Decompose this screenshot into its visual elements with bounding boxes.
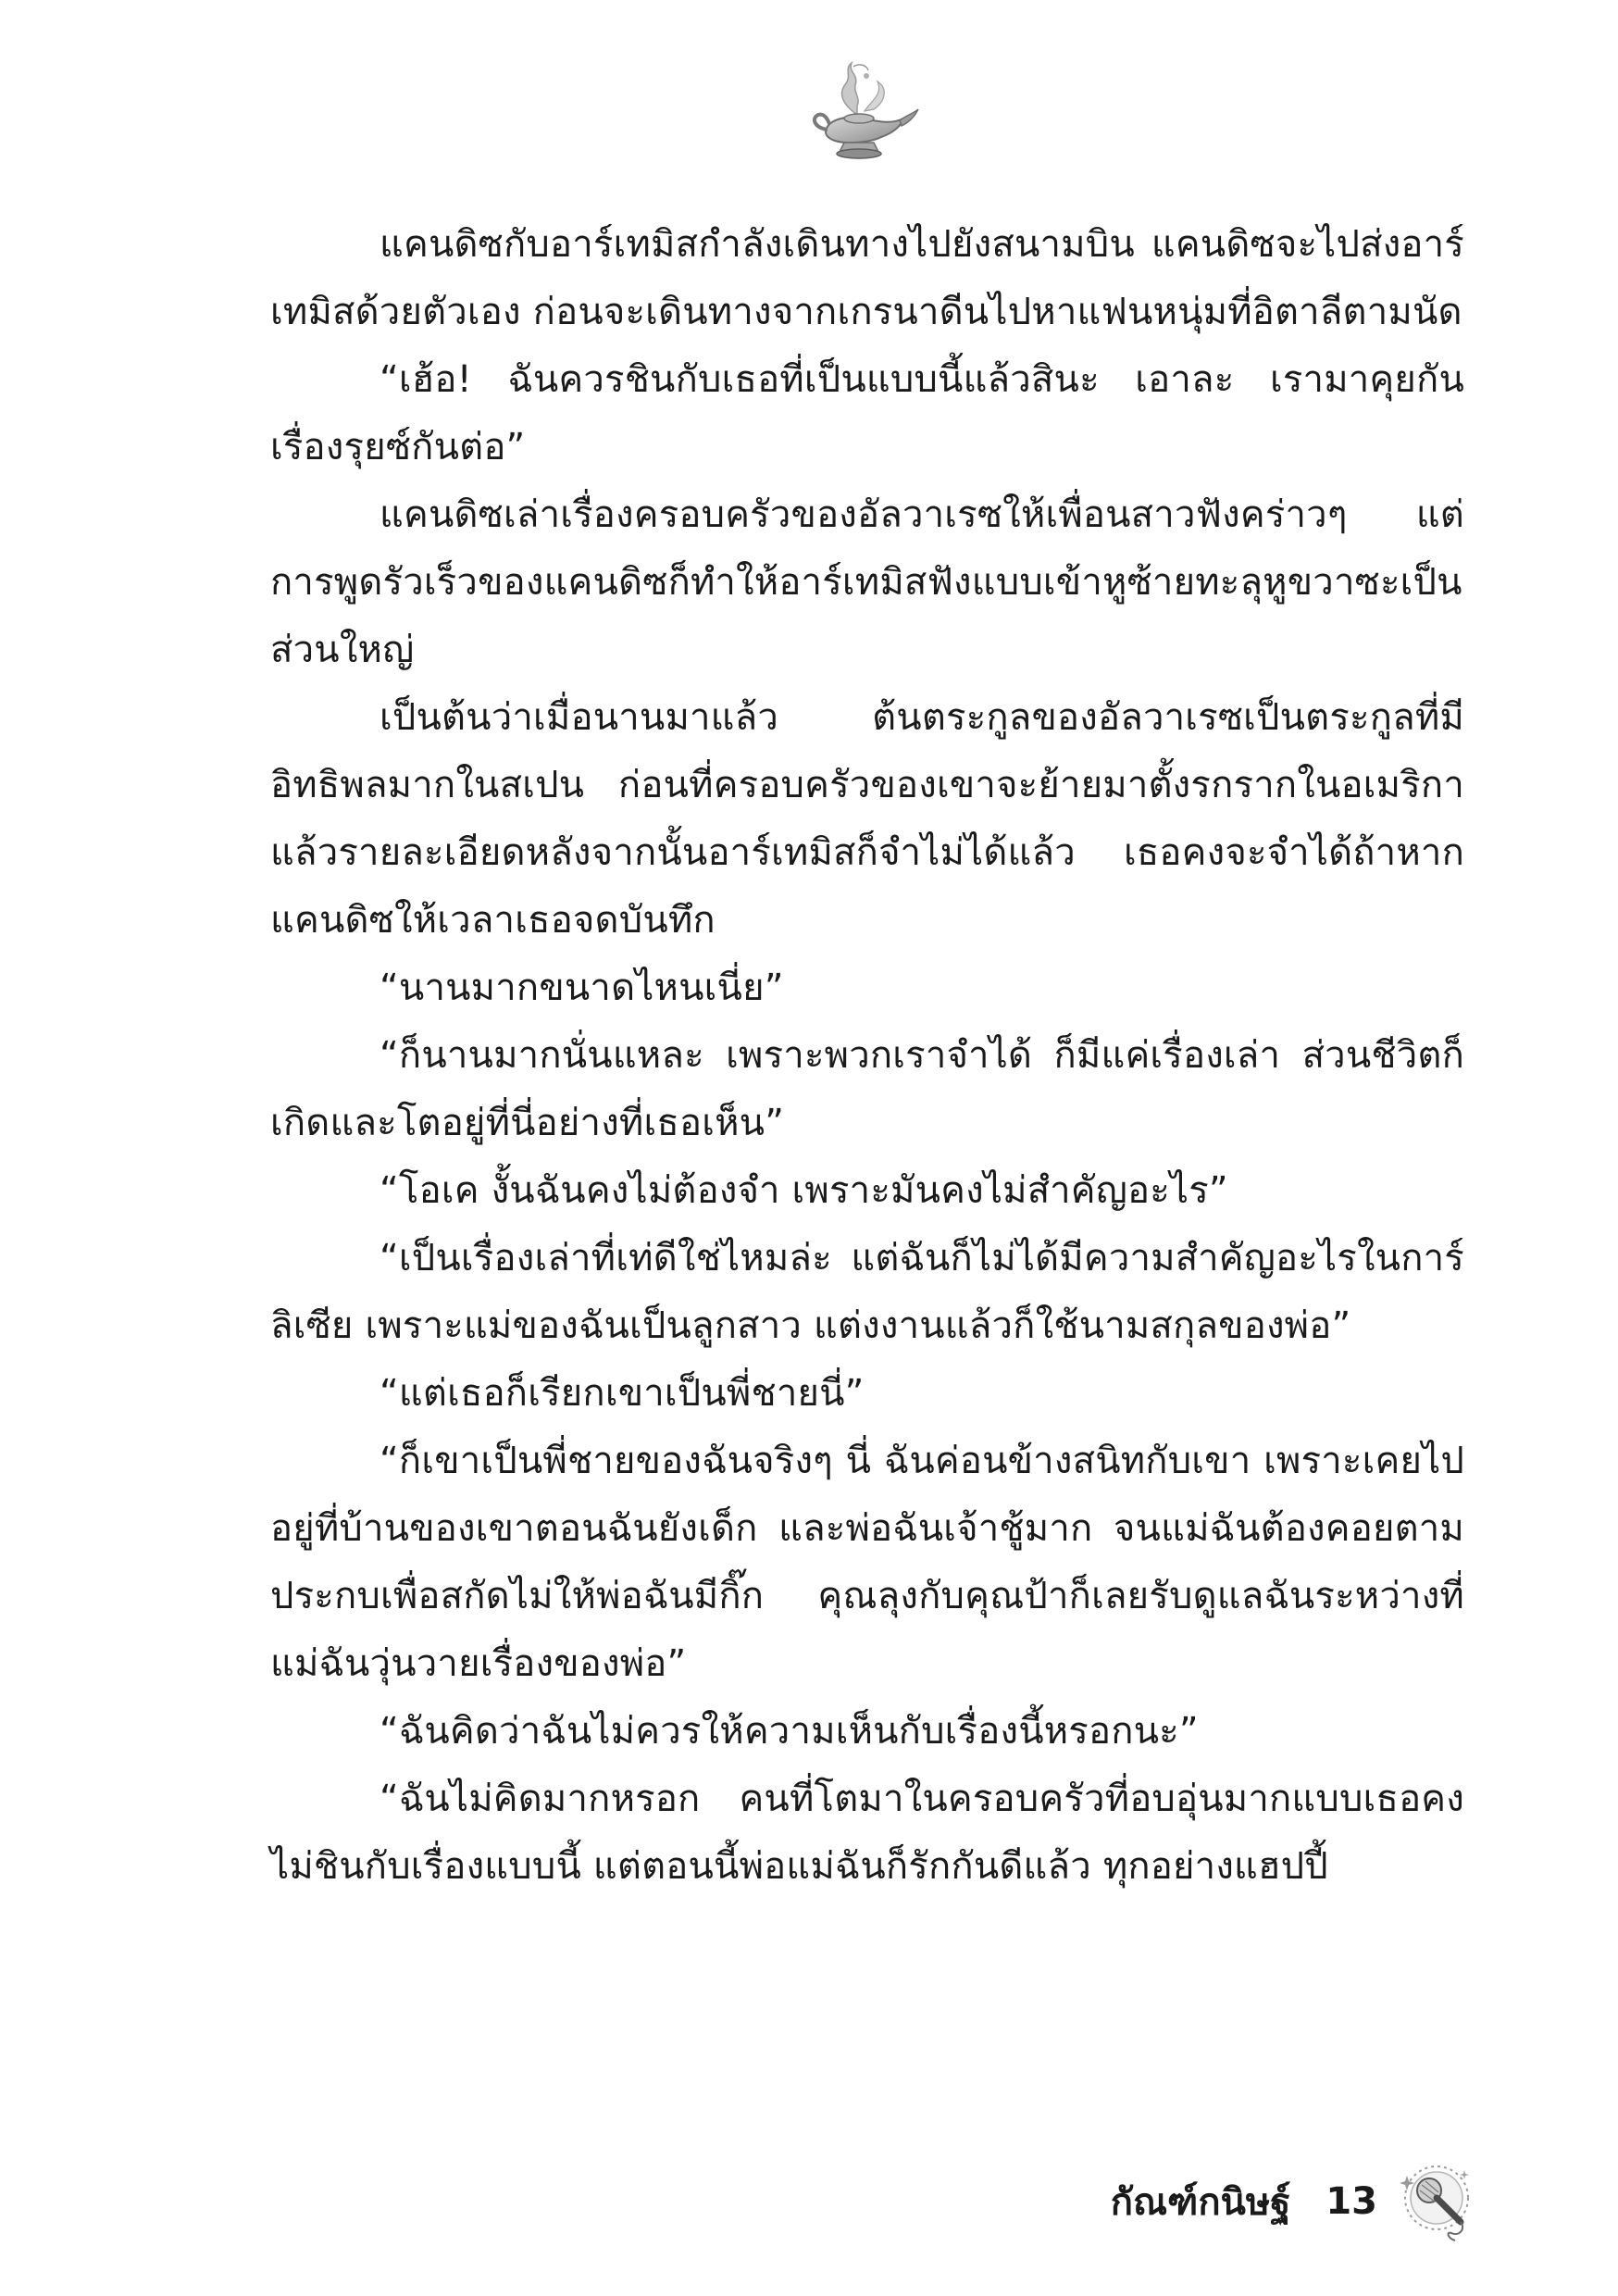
microphone-icon — [1394, 2159, 1479, 2244]
paragraph: “ก็เขาเป็นพี่ชายของฉันจริงๆ นี่ ฉันค่อนข้างสนิทกับเขา เพราะเคยไปอยู่ที่บ้านของเขาตอนฉันยังเด็ก และพ่อฉันเจ้าชู้มาก จนแม่ฉันต้องคอยตามประกบเพื่อสกัดไม่ให้พ่อฉันมีกิ๊ก คุณลุงกับคุณป้าก็เลยรับดูแลฉันระหว่างที่แม่ฉันวุ่นวายเรื่องของพ่อ” — [270, 1440, 1464, 1685]
body-text — [270, 211, 1464, 1901]
paragraph: เป็นต้นว่าเมื่อนานมาแล้ว ต้นตระกูลของอัลวาเรซเป็นตระกูลที่มีอิทธิพลมากในสเปน ก่อนที่ครอบครัวของเขาจะย้ายมาตั้งรกรากในอเมริกา แล้วรายละเอียดหลังจากนั้นอาร์เทมิสก็จำไม่ได้แล้ว เธอคงจะจำได้ถ้าหากแคนดิซให้เวลาเธอจดบันทึก — [270, 696, 1464, 942]
paragraph: “ฉันไม่คิดมากหรอก คนที่โตมาในครอบครัวที่อบอุ่นมากแบบเธอคงไม่ชินกับเรื่องแบบนี้ แต่ตอนนี้พ่อแม่ฉันก็รักกันดีแล้ว ทุกอย่างแฮปปี้ — [270, 1778, 1464, 1888]
page-footer — [1111, 2155, 1479, 2248]
paragraph: “เฮ้อ! ฉันควรชินกับเธอที่เป็นแบบนี้แล้วสินะ เอาละ เรามาคุยกันเรื่องรุยซ์กันต่อ” — [270, 358, 1464, 468]
paragraph: แคนดิซกับอาร์เทมิสกำลังเดินทางไปยังสนามบิน แคนดิซจะไปส่งอาร์เทมิสด้วยตัวเอง ก่อนจะเดินทางจากเกรนาดีนไปหาแฟนหนุ่มที่อิตาลีตามนัด — [270, 223, 1464, 333]
paragraph: “นานมากขนาดไหนเนี่ย” — [380, 967, 784, 1009]
paragraph: “แต่เธอก็เรียกเขาเป็นพี่ชายนี่” — [380, 1372, 865, 1415]
paragraph: “เป็นเรื่องเล่าที่เท่ดีใช่ไหมล่ะ แต่ฉันก็ไม่ได้มีความสำคัญอะไรในการ์ลิเซีย เพราะแม่ของฉันเป็นลูกสาว แต่งงานแล้วก็ใช้นามสกุลของพ่อ” — [270, 1237, 1464, 1347]
paragraph: แคนดิซเล่าเรื่องครอบครัวของอัลวาเรซให้เพื่อนสาวฟังคร่าวๆ แต่การพูดรัวเร็วของแคนดิซก็ทำให้อาร์เทมิสฟังแบบเข้าหูซ้ายทะลุหูขวาซะเป็นส่วนใหญ่ — [270, 493, 1464, 671]
paragraph: “โอเค งั้นฉันคงไม่ต้องจำ เพราะมันคงไม่สำคัญอะไร” — [380, 1169, 1228, 1212]
paragraph: “ฉันคิดว่าฉันไม่ควรให้ความเห็นกับเรื่องนี้หรอกนะ” — [380, 1710, 1199, 1753]
genie-lamp-icon — [800, 57, 920, 168]
paragraph: “ก็นานมากนั่นแหละ เพราะพวกเราจำได้ ก็มีแค่เรื่องเล่า ส่วนชีวิตก็เกิดและโตอยู่ที่นี่อย่างที่เธอเห็น” — [270, 1034, 1464, 1144]
page-number: 13 — [1326, 2180, 1377, 2223]
book-title: กัณฑ์กนิษฐ์ — [1110, 2181, 1291, 2224]
